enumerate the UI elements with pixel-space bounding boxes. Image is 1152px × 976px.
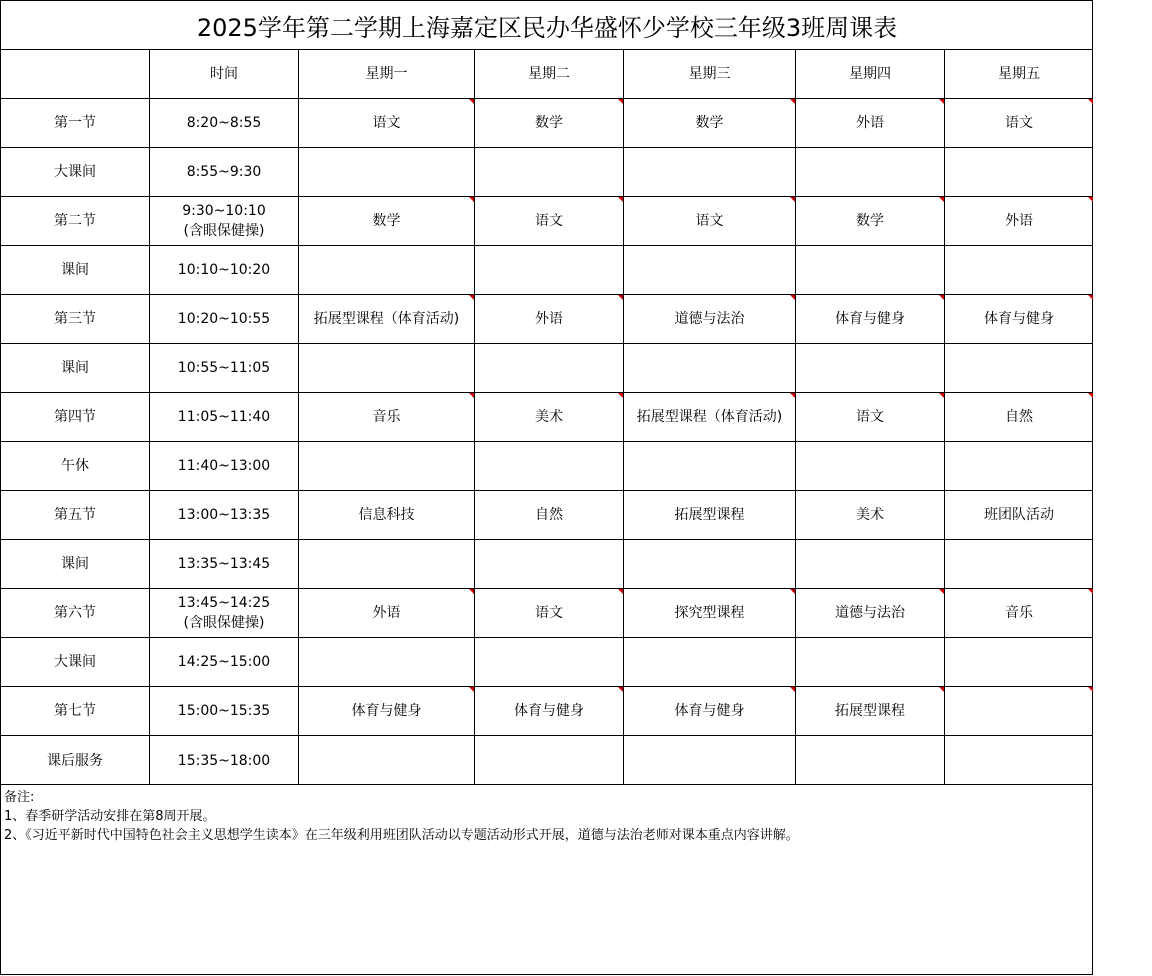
period-time-cell[interactable] bbox=[150, 540, 299, 589]
period-time-cell[interactable] bbox=[150, 246, 299, 295]
period-time-cell[interactable] bbox=[150, 344, 299, 393]
comment-indicator-icon[interactable] bbox=[469, 99, 474, 104]
period-label-cell[interactable]: 大课间 bbox=[1, 148, 150, 197]
period-label-cell[interactable]: 第五节 bbox=[1, 491, 150, 540]
subject-text: 道德与法治 bbox=[835, 605, 905, 621]
comment-indicator-icon[interactable] bbox=[618, 99, 623, 104]
subject-cell[interactable] bbox=[624, 638, 796, 687]
subject-cell[interactable] bbox=[299, 295, 475, 344]
subject-text: 数学 bbox=[856, 213, 884, 229]
page-title: 2025学年第二学期上海嘉定区民办华盛怀少学校三年级3班周课表 bbox=[1, 1, 1093, 50]
comment-indicator-icon[interactable] bbox=[1088, 589, 1093, 594]
subject-cell[interactable] bbox=[624, 687, 796, 736]
subject-cell[interactable] bbox=[299, 638, 475, 687]
period-time-cell[interactable] bbox=[150, 295, 299, 344]
subject-cell[interactable] bbox=[475, 491, 624, 540]
comment-indicator-icon[interactable] bbox=[618, 295, 623, 300]
header-day-cell[interactable]: 星期三 bbox=[624, 50, 796, 99]
subject-text: 美术 bbox=[535, 409, 563, 425]
subject-text: 体育与健身 bbox=[984, 311, 1054, 327]
subject-text: 拓展型课程 bbox=[835, 703, 905, 719]
subject-cell[interactable] bbox=[945, 540, 1093, 589]
subject-cell[interactable] bbox=[945, 589, 1093, 638]
period-time-cell[interactable] bbox=[150, 99, 299, 148]
subject-text: 体育与健身 bbox=[514, 703, 584, 719]
period-label-cell[interactable]: 课后服务 bbox=[1, 736, 150, 785]
subject-cell[interactable] bbox=[796, 638, 945, 687]
period-label-cell[interactable]: 课间 bbox=[1, 344, 150, 393]
time-text: 11:05~11:40 bbox=[177, 409, 271, 425]
subject-text: 语文 bbox=[535, 605, 563, 621]
subject-cell[interactable] bbox=[475, 295, 624, 344]
comment-indicator-icon[interactable] bbox=[939, 295, 944, 300]
period-label-cell[interactable]: 第六节 bbox=[1, 589, 150, 638]
subject-cell[interactable] bbox=[299, 99, 475, 148]
subject-text: 班团队活动 bbox=[984, 507, 1054, 523]
subject-cell[interactable] bbox=[475, 99, 624, 148]
comment-indicator-icon[interactable] bbox=[469, 295, 474, 300]
time-text: 13:35~13:45 bbox=[177, 556, 271, 572]
period-time-cell[interactable] bbox=[150, 197, 299, 246]
subject-cell[interactable] bbox=[624, 442, 796, 491]
period-time-cell[interactable] bbox=[150, 491, 299, 540]
comment-indicator-icon[interactable] bbox=[790, 687, 795, 692]
subject-cell[interactable] bbox=[299, 344, 475, 393]
subject-cell[interactable] bbox=[475, 148, 624, 197]
subject-cell[interactable] bbox=[475, 197, 624, 246]
period-label-cell[interactable]: 大课间 bbox=[1, 638, 150, 687]
subject-cell[interactable] bbox=[299, 148, 475, 197]
period-label-cell[interactable]: 课间 bbox=[1, 246, 150, 295]
comment-indicator-icon[interactable] bbox=[939, 393, 944, 398]
time-text: 11:40~13:00 bbox=[177, 458, 271, 474]
header-corner-cell[interactable] bbox=[1, 50, 150, 99]
comment-indicator-icon[interactable] bbox=[618, 589, 623, 594]
time-text: 10:20~10:55 bbox=[177, 311, 271, 327]
time-text: 14:25~15:00 bbox=[177, 654, 271, 670]
subject-cell[interactable] bbox=[624, 148, 796, 197]
comment-indicator-icon[interactable] bbox=[1088, 687, 1093, 692]
period-label-cell[interactable]: 午休 bbox=[1, 442, 150, 491]
time-text: 10:10~10:20 bbox=[177, 262, 271, 278]
subject-cell[interactable] bbox=[796, 393, 945, 442]
subject-text: 数学 bbox=[695, 115, 724, 131]
subject-cell[interactable] bbox=[475, 393, 624, 442]
subject-text: 体育与健身 bbox=[835, 311, 905, 327]
comment-indicator-icon[interactable] bbox=[1088, 197, 1093, 202]
subject-cell[interactable] bbox=[796, 491, 945, 540]
comment-indicator-icon[interactable] bbox=[939, 687, 944, 692]
subject-text: 音乐 bbox=[372, 409, 401, 425]
subject-cell[interactable] bbox=[624, 246, 796, 295]
header-time-cell[interactable]: 时间 bbox=[150, 50, 299, 99]
period-label-cell[interactable]: 第三节 bbox=[1, 295, 150, 344]
comment-indicator-icon[interactable] bbox=[618, 393, 623, 398]
subject-cell[interactable] bbox=[945, 148, 1093, 197]
subject-cell[interactable] bbox=[945, 393, 1093, 442]
subject-cell[interactable] bbox=[796, 197, 945, 246]
subject-cell[interactable] bbox=[945, 687, 1093, 736]
subject-text: 语文 bbox=[856, 409, 884, 425]
subject-text: 外语 bbox=[372, 605, 401, 621]
comment-indicator-icon[interactable] bbox=[618, 687, 623, 692]
period-label-cell[interactable]: 第四节 bbox=[1, 393, 150, 442]
subject-text: 音乐 bbox=[1005, 605, 1033, 621]
subject-cell[interactable] bbox=[299, 589, 475, 638]
subject-cell[interactable] bbox=[624, 295, 796, 344]
time-text: 15:35~18:00 bbox=[177, 752, 271, 769]
subject-text: 信息科技 bbox=[358, 507, 415, 523]
period-time-cell[interactable] bbox=[150, 393, 299, 442]
notes-section bbox=[4, 788, 1089, 845]
subject-cell[interactable] bbox=[945, 197, 1093, 246]
notes-item: 1、春季研学活动安排在第8周开展。 bbox=[4, 809, 216, 824]
subject-cell[interactable] bbox=[945, 491, 1093, 540]
subject-cell[interactable] bbox=[796, 589, 945, 638]
subject-cell[interactable] bbox=[624, 540, 796, 589]
subject-cell[interactable] bbox=[475, 589, 624, 638]
period-time-cell[interactable] bbox=[150, 148, 299, 197]
comment-indicator-icon[interactable] bbox=[469, 687, 474, 692]
period-time-cell[interactable] bbox=[150, 442, 299, 491]
time-text: 13:00~13:35 bbox=[177, 507, 271, 523]
subject-text: 自然 bbox=[1005, 409, 1033, 425]
period-time-cell[interactable] bbox=[150, 638, 299, 687]
period-label-cell[interactable]: 第一节 bbox=[1, 99, 150, 148]
subject-cell[interactable] bbox=[475, 540, 624, 589]
time-text: (含眼保健操) bbox=[183, 223, 265, 239]
subject-cell[interactable] bbox=[945, 638, 1093, 687]
subject-cell[interactable] bbox=[796, 344, 945, 393]
subject-cell[interactable] bbox=[299, 687, 475, 736]
comment-indicator-icon[interactable] bbox=[618, 197, 623, 202]
period-time-cell[interactable] bbox=[150, 589, 299, 638]
subject-cell[interactable] bbox=[796, 687, 945, 736]
subject-cell[interactable] bbox=[945, 246, 1093, 295]
subject-text: 拓展型课程 bbox=[674, 507, 745, 523]
subject-cell[interactable] bbox=[475, 344, 624, 393]
subject-text: 外语 bbox=[535, 311, 563, 327]
subject-cell[interactable] bbox=[945, 736, 1093, 785]
subject-cell[interactable] bbox=[624, 344, 796, 393]
time-text: 10:55~11:05 bbox=[177, 360, 271, 376]
subject-cell[interactable] bbox=[299, 246, 475, 295]
subject-text: 外语 bbox=[1005, 213, 1033, 229]
comment-indicator-icon[interactable] bbox=[469, 589, 474, 594]
comment-indicator-icon[interactable] bbox=[939, 99, 944, 104]
period-label-cell[interactable]: 课间 bbox=[1, 540, 150, 589]
subject-text: 数学 bbox=[372, 213, 401, 229]
comment-indicator-icon[interactable] bbox=[1088, 99, 1093, 104]
subject-cell[interactable] bbox=[475, 246, 624, 295]
subject-cell[interactable] bbox=[945, 344, 1093, 393]
subject-text: 语文 bbox=[372, 115, 401, 131]
comment-indicator-icon[interactable] bbox=[1088, 393, 1093, 398]
subject-cell[interactable] bbox=[299, 393, 475, 442]
subject-cell[interactable] bbox=[624, 197, 796, 246]
subject-cell[interactable] bbox=[796, 148, 945, 197]
timetable-grid bbox=[1, 50, 1093, 785]
comment-indicator-icon[interactable] bbox=[939, 589, 944, 594]
time-text: 13:45~14:25 bbox=[177, 595, 271, 611]
subject-text: 数学 bbox=[535, 115, 563, 131]
header-day-cell[interactable]: 星期二 bbox=[475, 50, 624, 99]
subject-text: 美术 bbox=[856, 507, 884, 523]
time-text: (含眼保健操) bbox=[183, 615, 265, 631]
subject-text: 体育与健身 bbox=[351, 703, 422, 719]
comment-indicator-icon[interactable] bbox=[469, 393, 474, 398]
subject-cell[interactable] bbox=[299, 491, 475, 540]
subject-cell[interactable] bbox=[796, 736, 945, 785]
period-time-cell[interactable] bbox=[150, 687, 299, 736]
subject-cell[interactable] bbox=[299, 540, 475, 589]
subject-text: 探究型课程 bbox=[674, 605, 745, 621]
comment-indicator-icon[interactable] bbox=[469, 197, 474, 202]
comment-indicator-icon[interactable] bbox=[790, 197, 795, 202]
subject-cell[interactable] bbox=[796, 442, 945, 491]
time-text: 8:20~8:55 bbox=[186, 115, 262, 131]
subject-cell[interactable] bbox=[624, 393, 796, 442]
header-day-cell[interactable]: 星期五 bbox=[945, 50, 1093, 99]
subject-cell[interactable] bbox=[624, 736, 796, 785]
subject-cell[interactable] bbox=[299, 736, 475, 785]
subject-cell[interactable] bbox=[796, 540, 945, 589]
subject-text: 体育与健身 bbox=[674, 703, 745, 719]
subject-cell[interactable] bbox=[624, 589, 796, 638]
subject-cell[interactable] bbox=[796, 295, 945, 344]
notes-heading: 备注: bbox=[4, 790, 35, 805]
subject-text: 语文 bbox=[1005, 115, 1033, 131]
subject-text: 外语 bbox=[856, 115, 884, 131]
subject-text: 拓展型课程（体育活动) bbox=[313, 311, 460, 327]
subject-cell[interactable] bbox=[945, 99, 1093, 148]
time-text: 15:00~15:35 bbox=[177, 703, 271, 719]
subject-cell[interactable] bbox=[299, 197, 475, 246]
header-day-cell[interactable]: 星期一 bbox=[299, 50, 475, 99]
subject-cell[interactable] bbox=[475, 687, 624, 736]
comment-indicator-icon[interactable] bbox=[790, 295, 795, 300]
subject-text: 语文 bbox=[535, 213, 563, 229]
subject-cell[interactable] bbox=[475, 736, 624, 785]
subject-cell[interactable] bbox=[945, 442, 1093, 491]
subject-cell[interactable] bbox=[475, 442, 624, 491]
period-label-cell[interactable]: 第七节 bbox=[1, 687, 150, 736]
subject-cell[interactable] bbox=[796, 99, 945, 148]
time-text: 9:30~10:10 bbox=[182, 203, 266, 219]
time-text: 8:55~9:30 bbox=[186, 164, 262, 180]
period-label-cell[interactable]: 第二节 bbox=[1, 197, 150, 246]
subject-text: 拓展型课程（体育活动) bbox=[636, 409, 783, 425]
subject-text: 语文 bbox=[695, 213, 724, 229]
subject-cell[interactable] bbox=[624, 491, 796, 540]
subject-cell[interactable] bbox=[475, 638, 624, 687]
period-time-cell[interactable] bbox=[150, 736, 299, 785]
comment-indicator-icon[interactable] bbox=[1088, 295, 1093, 300]
subject-text: 自然 bbox=[535, 507, 563, 523]
notes-item: 2、《习近平新时代中国特色社会主义思想学生读本》在三年级利用班团队活动以专题活动形式开展，道德与法治老师对课本重点内容讲解。 bbox=[4, 828, 799, 843]
subject-text: 道德与法治 bbox=[674, 311, 745, 327]
subject-cell[interactable] bbox=[796, 246, 945, 295]
comment-indicator-icon[interactable] bbox=[790, 99, 795, 104]
header-day-cell[interactable]: 星期四 bbox=[796, 50, 945, 99]
comment-indicator-icon[interactable] bbox=[939, 197, 944, 202]
subject-cell[interactable] bbox=[945, 295, 1093, 344]
comment-indicator-icon[interactable] bbox=[790, 589, 795, 594]
comment-indicator-icon[interactable] bbox=[790, 393, 795, 398]
subject-cell[interactable] bbox=[299, 442, 475, 491]
subject-cell[interactable] bbox=[624, 99, 796, 148]
